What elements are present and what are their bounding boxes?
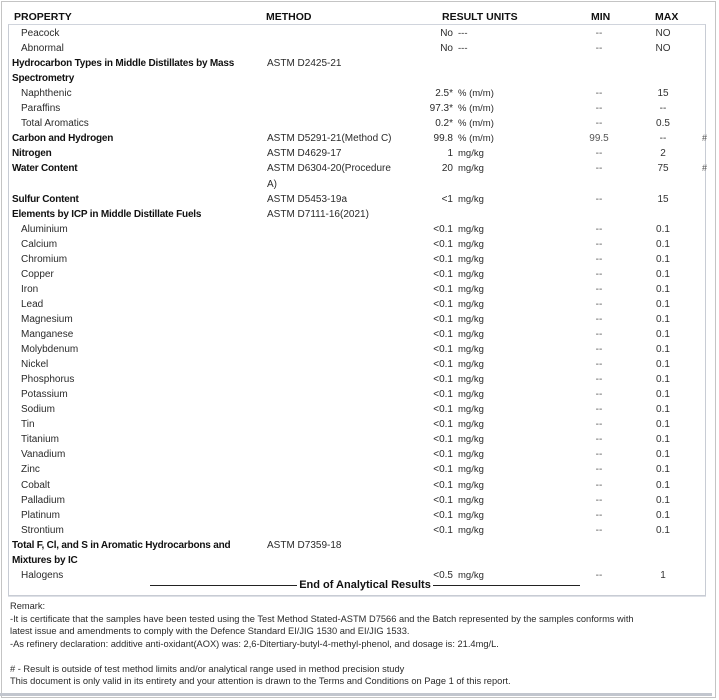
min-cell: -- xyxy=(595,313,603,325)
result-cell: 1 xyxy=(447,148,453,160)
property-cell: Potassium xyxy=(21,389,68,401)
units-cell: mg/kg xyxy=(458,569,484,581)
property-cell: Total Aromatics xyxy=(21,118,89,130)
result-cell: <0.1 xyxy=(433,374,453,386)
min-cell: -- xyxy=(595,43,603,55)
max-cell: 0.1 xyxy=(656,494,670,506)
result-cell: No xyxy=(440,28,453,39)
max-cell: 0.1 xyxy=(656,344,670,356)
property-cell: Paraffins xyxy=(21,103,61,115)
min-cell: -- xyxy=(595,88,603,100)
property-cell: Carbon and Hydrogen xyxy=(12,133,114,145)
min-cell: -- xyxy=(595,193,603,205)
units-cell: mg/kg xyxy=(458,223,484,235)
property-cell: Naphthenic xyxy=(21,88,72,100)
property-cell: Titanium xyxy=(21,434,59,446)
table-row xyxy=(9,523,707,538)
result-cell: <0.1 xyxy=(433,449,453,461)
property-cell: Total F, Cl, and S in Aromatic Hydrocarbons and xyxy=(12,539,231,551)
min-cell: -- xyxy=(595,509,603,521)
table-row xyxy=(9,372,707,387)
min-cell: -- xyxy=(595,404,603,416)
table-row xyxy=(9,237,707,252)
units-cell: mg/kg xyxy=(458,509,484,521)
result-cell: <0.1 xyxy=(433,359,453,371)
min-cell: -- xyxy=(595,298,603,310)
property-cell: Sodium xyxy=(21,404,55,416)
max-cell: 75 xyxy=(657,163,669,175)
table-row xyxy=(9,297,707,312)
max-cell: -- xyxy=(659,103,667,115)
max-cell: 0.1 xyxy=(656,374,670,386)
table-row xyxy=(9,267,707,282)
property-cell: Strontium xyxy=(21,524,64,536)
max-cell: 0.1 xyxy=(656,419,670,431)
max-cell: 0.1 xyxy=(656,223,670,235)
table-row xyxy=(9,41,707,56)
property-cell: Mixtures by IC xyxy=(12,554,78,566)
table-row xyxy=(9,327,707,342)
max-cell: 0.1 xyxy=(656,313,670,325)
max-cell: NO xyxy=(655,28,671,39)
units-cell: mg/kg xyxy=(458,524,484,536)
property-cell: Abnormal xyxy=(21,43,64,55)
result-cell: <0.1 xyxy=(433,524,453,536)
remark-line: latest issue and amendments to comply with the Defence Standard EI/JIG 1530 and EI/JIG 1533. xyxy=(10,626,410,636)
max-cell: 1 xyxy=(660,569,666,581)
property-cell: Hydrocarbon Types in Middle Distillates by Mass xyxy=(12,58,235,70)
method-cell: ASTM D5291-21(Method C) xyxy=(267,133,392,145)
property-cell: Platinum xyxy=(21,509,60,521)
units-cell: % (m/m) xyxy=(458,88,494,100)
result-cell: <0.1 xyxy=(433,268,453,280)
result-cell: 97.3* xyxy=(429,103,453,115)
max-cell: NO xyxy=(655,43,671,55)
property-cell: Iron xyxy=(21,283,39,295)
min-cell: -- xyxy=(595,103,603,115)
max-cell: 0.1 xyxy=(656,268,670,280)
max-cell: 0.1 xyxy=(656,404,670,416)
table-row xyxy=(9,357,707,372)
property-cell: Sulfur Content xyxy=(12,193,79,205)
max-cell: 0.1 xyxy=(656,359,670,371)
min-cell: -- xyxy=(595,524,603,536)
max-cell: 0.1 xyxy=(656,479,670,491)
min-cell: -- xyxy=(595,223,603,235)
remark-line: -As refinery declaration: additive anti-oxidant(AOX) was: 2,6-Ditertiary-butyl-4-methyl-phenol, and dosage is: 21.4mg/L. xyxy=(10,638,499,649)
min-cell: -- xyxy=(595,419,603,431)
min-cell: -- xyxy=(595,359,603,371)
units-cell: mg/kg xyxy=(458,193,484,205)
header-max: MAX xyxy=(655,11,679,23)
table-row xyxy=(9,553,707,568)
max-cell: 0.1 xyxy=(656,283,670,295)
units-cell: mg/kg xyxy=(458,313,484,325)
max-cell: 0.1 xyxy=(656,329,670,340)
table-row xyxy=(9,161,707,176)
result-cell: <0.1 xyxy=(433,419,453,431)
result-cell: <0.1 xyxy=(433,509,453,521)
max-cell: 2 xyxy=(660,148,666,160)
divider-right xyxy=(433,585,580,586)
units-cell: mg/kg xyxy=(458,253,484,265)
table-row xyxy=(9,387,707,402)
result-cell: <1 xyxy=(441,193,453,205)
max-cell: 0.1 xyxy=(656,464,670,476)
max-cell: 0.1 xyxy=(656,253,670,265)
method-cell: ASTM D7359-18 xyxy=(267,539,342,551)
min-cell: 99.5 xyxy=(589,133,609,145)
table-row xyxy=(9,432,707,447)
units-cell: mg/kg xyxy=(458,479,484,491)
result-cell: 20 xyxy=(441,163,453,175)
method-cell: ASTM D4629-17 xyxy=(267,148,342,160)
units-cell: mg/kg xyxy=(458,404,484,416)
units-cell: mg/kg xyxy=(458,464,484,476)
table-row xyxy=(9,71,707,86)
min-cell: -- xyxy=(595,569,603,581)
max-cell: 0.1 xyxy=(656,298,670,310)
table-row xyxy=(9,493,707,508)
units-cell: mg/kg xyxy=(458,389,484,401)
units-cell: % (m/m) xyxy=(458,118,494,130)
result-cell: <0.5 xyxy=(433,569,453,581)
result-cell: <0.1 xyxy=(433,434,453,446)
min-cell: -- xyxy=(595,464,603,476)
min-cell: -- xyxy=(595,329,603,340)
remarks-title: Remark: xyxy=(10,601,46,611)
table-row xyxy=(9,101,707,116)
property-cell: Phosphorus xyxy=(21,374,75,386)
property-cell: Molybdenum xyxy=(21,344,79,356)
units-cell: mg/kg xyxy=(458,329,484,340)
units-cell: mg/kg xyxy=(458,449,484,461)
result-cell: <0.1 xyxy=(433,479,453,491)
min-cell: -- xyxy=(595,238,603,250)
result-cell: <0.1 xyxy=(433,329,453,340)
property-cell: Elements by ICP in Middle Distillate Fuels xyxy=(12,208,202,220)
method-cell: ASTM D2425-21 xyxy=(267,58,342,70)
table-row xyxy=(9,462,707,477)
units-cell: mg/kg xyxy=(458,494,484,506)
property-cell: Palladium xyxy=(21,494,65,506)
units-cell: mg/kg xyxy=(458,359,484,371)
property-cell: Aluminium xyxy=(21,223,68,235)
result-cell: No xyxy=(440,43,453,55)
method-cell: ASTM D7111-16(2021) xyxy=(267,208,369,220)
table-row xyxy=(9,86,707,101)
property-cell: Calcium xyxy=(21,238,58,250)
min-cell: -- xyxy=(595,28,603,39)
min-cell: -- xyxy=(595,118,603,130)
table-row xyxy=(9,192,707,207)
property-cell: Manganese xyxy=(21,329,74,340)
table-row xyxy=(9,538,707,553)
result-cell: 2.5* xyxy=(435,88,453,100)
min-cell: -- xyxy=(595,283,603,295)
units-cell: mg/kg xyxy=(458,344,484,356)
method-cell: A) xyxy=(267,178,277,190)
units-cell: mg/kg xyxy=(458,374,484,386)
result-cell: <0.1 xyxy=(433,283,453,295)
property-cell: Copper xyxy=(21,268,54,280)
max-cell: 0.1 xyxy=(656,449,670,461)
table-row xyxy=(9,116,707,131)
table-row xyxy=(9,252,707,267)
units-cell: mg/kg xyxy=(458,238,484,250)
divider-left xyxy=(150,585,297,586)
units-cell: mg/kg xyxy=(458,148,484,160)
table-row xyxy=(9,56,707,71)
table-row xyxy=(9,402,707,417)
units-cell: mg/kg xyxy=(458,163,484,175)
table-row xyxy=(9,26,707,41)
property-cell: Tin xyxy=(21,419,35,431)
min-cell: -- xyxy=(595,374,603,386)
end-of-results-text: End of Analytical Results xyxy=(299,579,431,591)
units-cell: % (m/m) xyxy=(458,103,494,115)
max-cell: 0.1 xyxy=(656,524,670,536)
result-cell: <0.1 xyxy=(433,238,453,250)
property-cell: Magnesium xyxy=(21,313,73,325)
method-cell: ASTM D6304-20(Procedure xyxy=(267,163,391,175)
table-row xyxy=(9,207,707,222)
max-cell: 0.1 xyxy=(656,389,670,401)
end-of-results-marker xyxy=(150,578,580,592)
results-table xyxy=(8,24,706,596)
header-min: MIN xyxy=(591,11,611,23)
bottom-border xyxy=(0,693,712,696)
min-cell: -- xyxy=(595,268,603,280)
min-cell: -- xyxy=(595,449,603,461)
header-method: METHOD xyxy=(266,11,312,23)
result-cell: <0.1 xyxy=(433,223,453,235)
result-cell: <0.1 xyxy=(433,298,453,310)
remark-line: -It is certificate that the samples have been tested using the Test Method Stated-ASTM D7566 and the Batch represented by the samples conforms with xyxy=(10,613,634,624)
table-row xyxy=(9,478,707,493)
table-row xyxy=(9,342,707,357)
property-cell: Chromium xyxy=(21,253,68,265)
max-cell: 0.1 xyxy=(656,238,670,250)
units-cell: --- xyxy=(458,28,468,39)
property-cell: Vanadium xyxy=(21,449,66,461)
header-property: PROPERTY xyxy=(14,11,72,23)
units-cell: mg/kg xyxy=(458,298,484,310)
max-cell: -- xyxy=(659,133,667,145)
result-cell: <0.1 xyxy=(433,344,453,356)
units-cell: --- xyxy=(458,43,468,55)
max-cell: 15 xyxy=(657,193,669,205)
min-cell: -- xyxy=(595,253,603,265)
result-cell: <0.1 xyxy=(433,389,453,401)
result-cell: <0.1 xyxy=(433,464,453,476)
flag-cell: # xyxy=(702,133,708,144)
remark-line: # - Result is outside of test method limits and/or analytical range used in method precision study xyxy=(10,663,405,674)
max-cell: 0.5 xyxy=(656,118,670,130)
units-cell: mg/kg xyxy=(458,434,484,446)
property-cell: Zinc xyxy=(21,464,40,476)
min-cell: -- xyxy=(595,163,603,175)
min-cell: -- xyxy=(595,434,603,446)
max-cell: 0.1 xyxy=(656,509,670,521)
property-cell: Peacock xyxy=(21,28,60,39)
units-cell: % (m/m) xyxy=(458,133,494,145)
remark-line xyxy=(10,650,710,663)
units-cell: mg/kg xyxy=(458,283,484,295)
property-cell: Halogens xyxy=(21,569,64,581)
units-cell: mg/kg xyxy=(458,268,484,280)
table-row xyxy=(9,222,707,237)
table-row xyxy=(9,312,707,327)
table-row xyxy=(9,447,707,462)
result-cell: <0.1 xyxy=(433,313,453,325)
table-row xyxy=(9,131,707,146)
result-cell: 99.8 xyxy=(433,133,453,145)
units-cell: mg/kg xyxy=(458,419,484,431)
property-cell: Spectrometry xyxy=(12,73,75,85)
property-cell: Cobalt xyxy=(21,479,50,491)
property-cell: Lead xyxy=(21,298,44,310)
table-row xyxy=(9,146,707,161)
header-result-units: RESULT UNITS xyxy=(442,11,518,23)
table-row xyxy=(9,177,707,192)
result-cell: 0.2* xyxy=(435,118,453,130)
min-cell: -- xyxy=(595,479,603,491)
min-cell: -- xyxy=(595,389,603,401)
property-cell: Nickel xyxy=(21,359,49,371)
result-cell: <0.1 xyxy=(433,404,453,416)
result-cell: <0.1 xyxy=(433,494,453,506)
flag-cell: # xyxy=(702,163,708,174)
min-cell: -- xyxy=(595,494,603,506)
max-cell: 0.1 xyxy=(656,434,670,446)
table-row xyxy=(9,417,707,432)
remarks-section xyxy=(10,600,710,688)
table-row xyxy=(9,508,707,523)
max-cell: 15 xyxy=(657,88,669,100)
table-row xyxy=(9,282,707,297)
min-cell: -- xyxy=(595,148,603,160)
remark-line: This document is only valid in its entirety and your attention is drawn to the Terms and Conditions on Page 1 of this report. xyxy=(10,676,511,686)
min-cell: -- xyxy=(595,344,603,356)
property-cell: Nitrogen xyxy=(12,148,52,160)
result-cell: <0.1 xyxy=(433,253,453,265)
property-cell: Water Content xyxy=(12,163,78,175)
method-cell: ASTM D5453-19a xyxy=(267,193,348,205)
